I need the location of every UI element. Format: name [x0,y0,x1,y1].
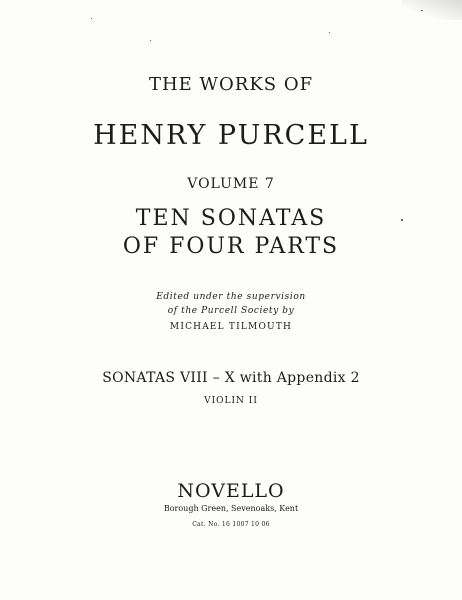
work-title-line-1: TEN SONATAS [135,206,327,231]
work-title-line-2: OF FOUR PARTS [122,234,340,259]
print-speck [401,219,403,221]
editor-credit-line-1: Edited under the supervision [156,292,306,302]
editor-name: MICHAEL TILMOUTH [169,322,293,332]
publisher-address: Borough Green, Sevenoaks, Kent [163,504,299,513]
print-speck [329,32,330,33]
editor-credit-line-2: of the Purcell Society by [167,306,295,316]
contents-description: SONATAS VIII – X with Appendix 2 [102,370,360,386]
catalogue-number: Cat. No. 16 1007 10 06 [192,521,270,528]
composer-name: HENRY PURCELL [93,120,369,151]
print-speck [421,10,423,11]
publisher-name: NOVELLO [177,480,285,502]
print-speck [150,40,151,41]
series-heading: THE WORKS OF [148,74,314,95]
instrument-part: VIOLIN II [204,396,258,406]
volume-number: VOLUME 7 [187,176,275,192]
scan-edge-shadow [402,0,462,20]
print-speck [91,18,92,19]
